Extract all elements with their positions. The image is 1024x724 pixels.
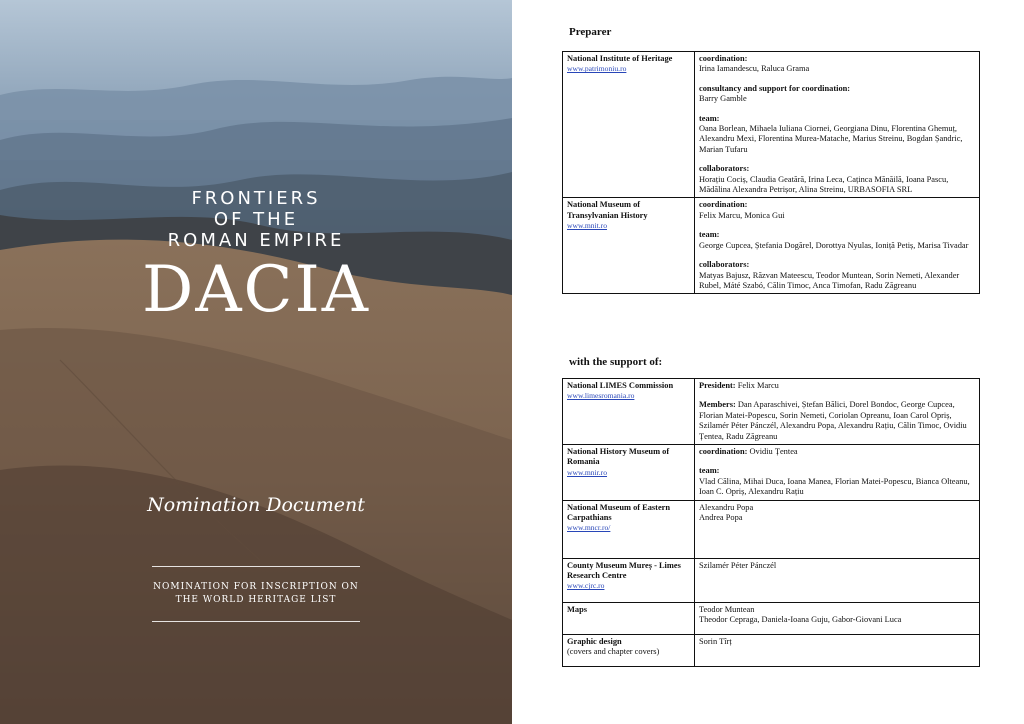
org-link[interactable]: www.patrimoniu.ro	[567, 64, 627, 74]
table-row	[563, 52, 980, 198]
org-link[interactable]: www.cjrc.ro	[567, 581, 605, 591]
credits-cell	[695, 52, 980, 198]
group-text: Ovidiu Țentea	[749, 447, 798, 457]
group-label: Members:	[699, 400, 736, 410]
cover-divider-bottom	[152, 621, 360, 622]
support-table	[562, 378, 980, 667]
credit-line: Alexandru Popa	[699, 502, 754, 512]
cover-title-line-3: ROMAN EMPIRE	[167, 230, 345, 251]
org-name: National LIMES Commission	[567, 381, 674, 390]
group-label: coordination:	[699, 447, 748, 457]
support-heading: with the support of:	[569, 356, 663, 368]
org-cell	[563, 558, 695, 602]
org-note: (covers and chapter covers)	[567, 647, 660, 657]
credit-group	[699, 230, 976, 251]
credit-group	[699, 260, 976, 291]
table-row	[563, 445, 980, 501]
table-row	[563, 500, 980, 558]
credit-line: Andrea Popa	[699, 513, 743, 523]
credits-cell	[695, 500, 980, 558]
group-text: Matyas Bajusz, Răzvan Mateescu, Teodor Muntean, Sorin Nemeti, Alexander Rubel, Máté Szabó, Călin Timoc, Anca Timofan, Radu Zăgreanu	[699, 270, 960, 290]
group-text: Felix Marcu	[737, 381, 779, 390]
org-cell	[563, 500, 695, 558]
cover-caption	[0, 581, 512, 607]
credits-cell	[695, 602, 980, 634]
cover-subtitle: Nomination Document	[147, 494, 365, 516]
org-name: Maps	[567, 604, 588, 614]
org-link[interactable]: www.mncr.ro/	[567, 523, 611, 533]
group-text: Horațiu Cociș, Claudia Geatără, Irina Leca, Caținca Mănăilă, Ioana Pascu, Mădălina Alexandra Petrișor, Alina Streinu, URBASOFIA SRL	[699, 174, 949, 195]
group-text: Oana Borlean, Mihaela Iuliana Ciornei, Georgiana Dinu, Florentina Ghemuț, Alexandru Mexi, Florentina Murea-Matache, Marius Streinu, Bogdan Șandric, Marian Tufaru	[699, 124, 963, 154]
group-text: Vlad Călina, Mihai Duca, Ioana Manea, Florian Matei-Popescu, Bianca Olteanu, Ioan C. Opriș, Alexandru Rațiu	[699, 476, 970, 497]
org-name: National Museum of Transylvanian History	[567, 200, 648, 220]
org-link[interactable]: www.limesromania.ro	[567, 391, 635, 401]
org-name: National Institute of Heritage	[567, 54, 673, 63]
credit-group	[699, 54, 976, 75]
group-label: consultancy and support for coordination:	[699, 83, 851, 93]
table-row	[563, 634, 980, 666]
credit-line: Szilamér Péter Pánczél	[699, 560, 777, 570]
group-text: Irina Iamandescu, Raluca Grama	[699, 64, 810, 74]
credit-group	[699, 466, 976, 497]
table-row	[563, 379, 980, 445]
table-row	[563, 558, 980, 602]
group-text: George Cupcea, Ștefania Dogărel, Dorottya Nyulas, Ioniță Petiș, Marisa Tivadar	[699, 240, 969, 250]
group-label: collaborators:	[699, 260, 750, 270]
cover-caption-line-2: THE WORLD HERITAGE LIST	[175, 595, 337, 605]
preparer-table	[562, 51, 980, 294]
group-label: coordination:	[699, 200, 748, 210]
org-cell	[563, 379, 695, 445]
org-name: County Museum Mureș - Limes Research Centre	[567, 560, 681, 581]
org-name: Graphic design	[567, 636, 622, 646]
group-label: team:	[699, 113, 720, 123]
cover-title-main: DACIA	[142, 253, 370, 327]
credit-group	[699, 447, 976, 457]
group-text: Dan Aparaschivei, Ștefan Bălici, Dorel Bondoc, George Cupcea, Florian Matei-Popescu, Sorin Nemeti, Coriolan Opreanu, Ioan Carol Opriș, Szilamér Péter Pánczél, Alexandru Popa, Alexandru Rațiu, Călin Timoc, Ovidiu Țentea, Radu Zăgreanu	[699, 400, 967, 441]
org-link[interactable]: www.mnir.ro	[567, 467, 608, 477]
table-row	[563, 198, 980, 294]
org-name: National Museum of Eastern Carpathians	[567, 502, 671, 523]
credits-page	[512, 0, 1024, 724]
credit-line: Theodor Cepraga, Daniela-Ioana Guju, Gabor-Giovani Luca	[699, 615, 902, 625]
credit-line: Sorin Tîrț	[699, 636, 732, 646]
credits-cell	[695, 198, 980, 294]
group-label: coordination:	[699, 54, 748, 63]
credits-cell	[695, 445, 980, 501]
cover-title	[0, 188, 512, 325]
credit-group	[699, 164, 976, 195]
preparer-heading: Preparer	[569, 26, 612, 38]
org-cell	[563, 52, 695, 198]
credit-line: Teodor Muntean	[699, 604, 755, 614]
table-row	[563, 602, 980, 634]
group-label: collaborators:	[699, 164, 750, 174]
org-cell	[563, 602, 695, 634]
credit-group	[699, 381, 976, 391]
org-link[interactable]: www.mnit.ro	[567, 221, 608, 231]
credits-cell	[695, 634, 980, 666]
credits-cell	[695, 379, 980, 445]
group-label: team:	[699, 230, 720, 240]
cover-title-line-2: OF THE	[213, 209, 299, 230]
cover-caption-line-1: NOMINATION FOR INSCRIPTION ON	[153, 582, 359, 592]
credits-cell	[695, 558, 980, 602]
group-text: Barry Gamble	[699, 94, 747, 104]
org-cell	[563, 634, 695, 666]
credit-group	[699, 84, 976, 105]
group-text: Felix Marcu, Monica Gui	[699, 210, 785, 220]
org-name: National History Museum of Romania	[567, 447, 670, 467]
org-cell	[563, 445, 695, 501]
org-cell	[563, 198, 695, 294]
cover-divider-top	[152, 566, 360, 567]
credit-group	[699, 400, 976, 442]
credit-group	[699, 114, 976, 156]
credit-group	[699, 200, 976, 221]
cover-title-line-1: FRONTIERS	[191, 188, 321, 209]
group-label: President:	[699, 381, 736, 390]
group-label: team:	[699, 466, 720, 476]
